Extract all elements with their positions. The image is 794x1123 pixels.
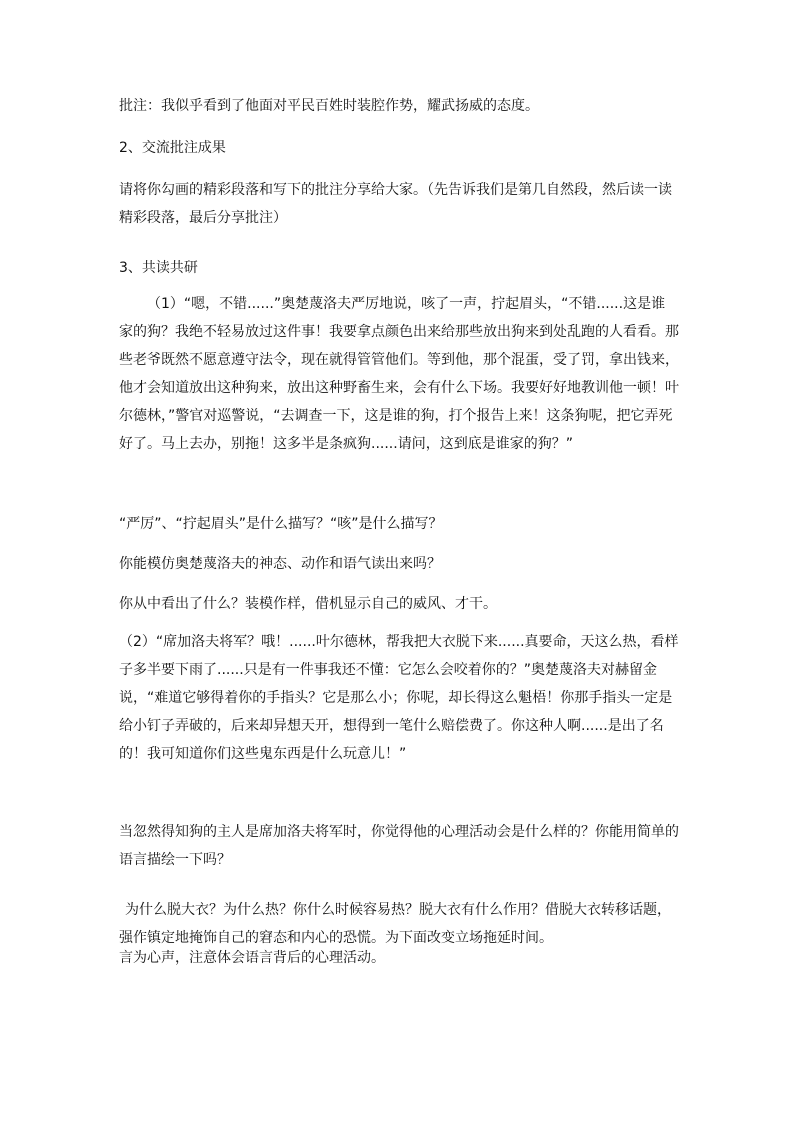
excerpt-paragraph-1: （1）“嗯，不错......”奥楚蔑洛夫严厉地说，咳了一声，拧起眉头，“不错......这是谁家的狗？我绝不轻易放过这件事！我要拿点颜色出来给那些放出狗来到处乱跑的人看看。那些老爷既然不愿意遵守法令，现在就得管管他们。等到他，那个混蛋，受了罚，拿出钱来，他才会知道放出这种狗来，放出这种野畜生来，会有什么下场。我要好好地教训他一顿！叶尔德林，”警官对巡警说，“去调查一下，这是谁的狗，打个报告上来！这条狗呢，把它弄死好了。马上去办，别拖！这多半是条疯狗......请问，这到底是谁家的狗？” [119,296,679,452]
instruction-paragraph: 请将你勾画的精彩段落和写下的批注分享给大家。（先告诉我们是第几自然段，然后读一读精彩段落，最后分享批注） [119,182,672,226]
section-heading-3: 3、共读共研 [119,260,198,276]
question-imitate-reading: 你能模仿奥楚蔑洛夫的神态、动作和语气读出来吗？ [119,556,441,572]
question-what-seen: 你从中看出了什么？装模作样，借机显示自己的威风、才干。 [119,596,497,612]
question-psychology: 当忽然得知狗的主人是席加洛夫将军时，你觉得他的心理活动会是什么样的？你能用简单的语言描绘一下吗？ [119,824,679,868]
section-heading-2: 2、交流批注成果 [119,140,226,156]
question-description: “严厉”、“拧起眉头”是什么描写？“咳”是什么描写？ [119,516,443,532]
annotation-paragraph: 批注：我似乎看到了他面对平民百姓时装腔作势，耀武扬威的态度。 [119,98,539,114]
analysis-paragraph: 为什么脱大衣？为什么热？你什么时候容易热？脱大衣有什么作用？借脱大衣转移话题，强作镇定地掩饰自己的窘态和内心的恐慌。为下面改变立场拖延时间。 [119,902,671,946]
summary-paragraph: 言为心声，注意体会语言背后的心理活动。 [119,950,385,966]
excerpt-paragraph-2: （2）“席加洛夫将军？哦！......叶尔德林，帮我把大衣脱下来......真要命，天这么热，看样子多半要下雨了......只是有一件事我还不懂：它怎么会咬着你的？”奥楚蔑洛夫对赫留金说，“难道它够得着你的手指头？它是那么小；你呢，却长得这么魁梧！你那手指头一定是给小钉子弄破的，后来却异想天开，想得到一笔什么赔偿费了。你这种人啊......是出了名的！我可知道你们这些鬼东西是什么玩意儿！” [119,634,679,762]
